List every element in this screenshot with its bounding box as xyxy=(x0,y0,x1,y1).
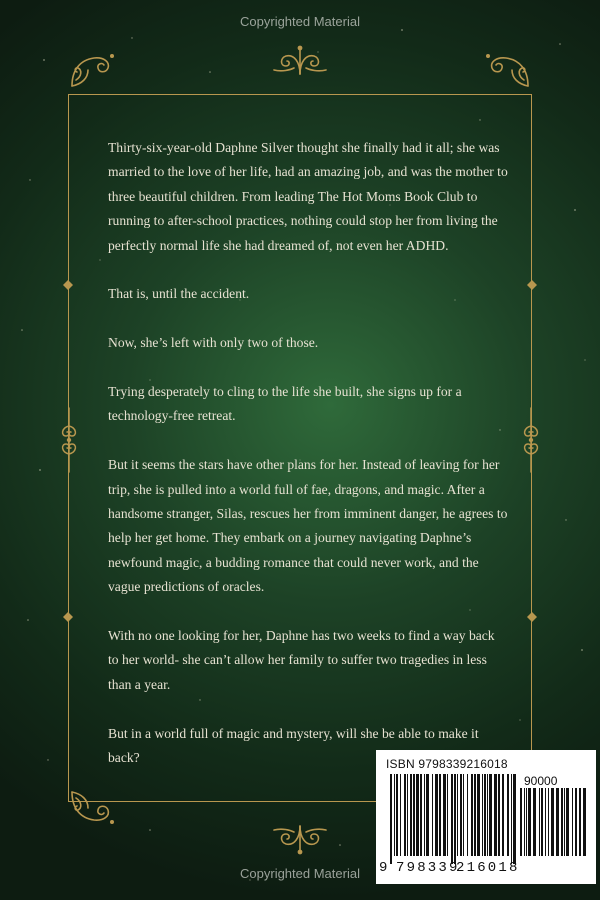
barcode-digits-left: 798339 xyxy=(396,860,460,876)
blurb-paragraph: With no one looking for her, Daphne has two weeks to find a way back to her world- she can’t allow her family to suffer two tragedies in less than a year. xyxy=(108,628,495,692)
center-flourish-icon-top xyxy=(272,44,328,78)
diamond-dot-icon xyxy=(527,612,537,622)
watermark-top: Copyrighted Material xyxy=(240,14,360,29)
barcode-digit-first: 9 xyxy=(379,860,390,876)
blurb-paragraph: But in a world full of magic and mystery, will she be able to make it back? xyxy=(108,725,479,766)
blurb-paragraph: Trying desperately to cling to the life she built, she signs up for a technology-free retreat. xyxy=(108,384,462,424)
watermark-bottom: Copyrighted Material xyxy=(240,866,360,881)
diamond-dot-icon xyxy=(527,280,537,290)
blurb-paragraph: But it seems the stars have other plans for her. Instead of leaving for her trip, she is pulled into a world full of fae, dragons, and magic. After a handsome stranger, Silas, rescues her from imminent danger, he agrees to help her get home. They embark on a journey navigating Daphne’s newfound magic, a budding romance that could never work, and the vague predictions of oracles. xyxy=(108,457,508,595)
corner-flourish-icon-top-left xyxy=(68,50,120,90)
center-flourish-icon-bottom xyxy=(272,822,328,856)
barcode-addon-bars xyxy=(520,788,588,864)
blurb-paragraph: Now, she’s left with only two of those. xyxy=(108,335,319,351)
blurb-paragraph: That is, until the accident. xyxy=(108,286,250,302)
isbn-barcode-box xyxy=(376,750,596,884)
barcode-digits-right: 216018 xyxy=(456,860,520,876)
diamond-dot-icon xyxy=(63,280,73,290)
diamond-dot-icon xyxy=(63,612,73,622)
side-flourish-icon-left xyxy=(58,406,80,474)
price-code: 90000 xyxy=(524,774,558,788)
back-cover-blurb xyxy=(108,136,508,795)
barcode-bars xyxy=(390,774,516,864)
corner-flourish-icon-top-right xyxy=(480,50,532,90)
isbn-label: ISBN 9798339216018 xyxy=(386,757,508,771)
side-flourish-icon-right xyxy=(520,406,542,474)
blurb-paragraph: Thirty-six-year-old Daphne Silver thought she finally had it all; she was married to the love of her life, had an amazing job, and was the mother to three beautiful children. From leading The Hot Moms Book Club to running to after-school practices, nothing could stop her from living the perfectly normal life she had dreamed of, not even her ADHD. xyxy=(108,140,508,253)
